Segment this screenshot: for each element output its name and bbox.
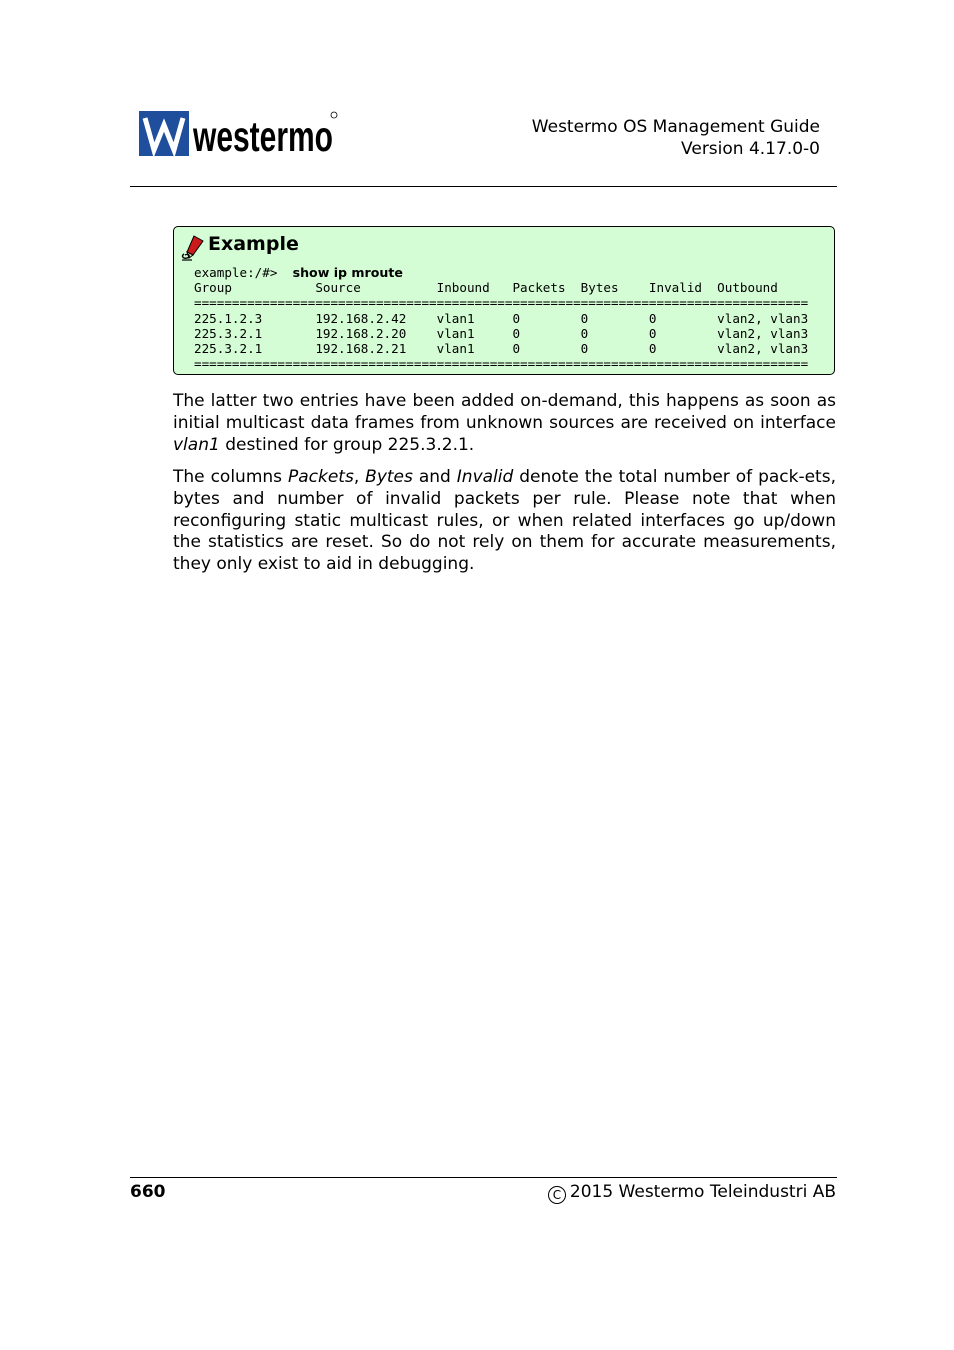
footer-rule: [130, 1177, 837, 1178]
console-prompt: example:/#>: [194, 265, 278, 280]
table-rule: =================================================================================: [194, 356, 809, 372]
table-rows: 225.1.2.3 192.168.2.42 vlan1 0 0 0 vlan2, vlan3 225.3.2.1 192.168.2.20 vlan1 0 0 0 vlan2, vlan3 225.3.2.1 192.168.2.21 vlan1 0 0 0 vlan2, vlan3: [194, 310, 809, 357]
example-box: [173, 226, 835, 375]
pen-icon: [180, 233, 206, 261]
example-title: Example: [208, 233, 299, 255]
svg-text:westermo: westermo: [192, 113, 333, 161]
console-output: [194, 265, 808, 371]
guide-title: Westermo OS Management Guide: [531, 117, 820, 137]
paragraph-ondemand: The latter two entries have been added on-demand, this happens as soon as initial multicast data frames from unknown sources are received on interface vlan1 destined for group 225.3.2.1.: [173, 391, 836, 455]
guide-version: Version 4.17.0-0: [681, 139, 820, 159]
console-command: show ip mroute: [292, 265, 403, 280]
table-header: Group Source Inbound Packets Bytes Invalid Outbound: [194, 280, 778, 296]
copyright: C 2015 Westermo Teleindustri AB: [548, 1182, 836, 1204]
page-number: 660: [130, 1182, 166, 1202]
copyright-icon: C: [548, 1186, 566, 1204]
header-rule: [130, 186, 837, 187]
document-header: [532, 116, 820, 160]
westermo-logo: [139, 110, 339, 161]
table-rule: =================================================================================: [194, 295, 809, 311]
paragraph-columns: The columns Packets, Bytes and Invalid denote the total number of pack-ets, bytes and number of invalid packets per rule. Please note that when reconfiguring static multicast rules, or when related interfaces go up/down the statistics are reset. So do not rely on them for accurate measurements, they only exist to aid in debugging.: [173, 467, 836, 575]
